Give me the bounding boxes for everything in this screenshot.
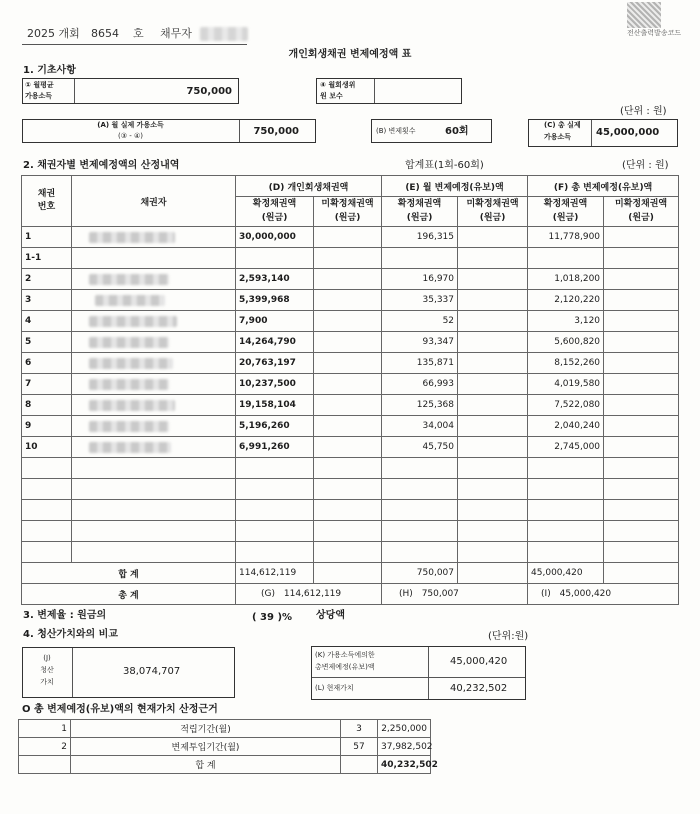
liquidation-value: 38,074,707 <box>123 666 181 677</box>
empty-cell <box>528 542 604 563</box>
empty-cell <box>22 542 72 563</box>
total-payment: 11,778,900 <box>528 227 604 248</box>
total-i-value: 45,000,420 <box>559 589 612 599</box>
unconfirmed-claim <box>314 311 382 332</box>
total-unconfirmed <box>604 227 679 248</box>
empty-cell <box>72 479 236 500</box>
monthly-unconfirmed <box>458 416 528 437</box>
empty-cell <box>314 458 382 479</box>
total-available-label: (C) 총 실제 <box>544 121 581 129</box>
case-ho: 호 <box>133 27 144 40</box>
creditor-name-redacted <box>72 374 236 395</box>
empty-cell <box>528 521 604 542</box>
l-label: (L) 현재가치 <box>315 684 354 692</box>
creditor-name-redacted <box>72 248 236 269</box>
subheader-d-confirmed: 확정채권액 (원금) <box>236 197 314 227</box>
total-payment: 2,120,220 <box>528 290 604 311</box>
unit-label-4: (단위:원) <box>488 631 529 642</box>
total-unconfirmed <box>604 311 679 332</box>
pv-total-value: 40,232,502 <box>378 756 431 774</box>
row-no: 5 <box>22 332 72 353</box>
total-payment <box>528 248 604 269</box>
confirmed-claim: 19,158,104 <box>236 395 314 416</box>
empty-cell <box>458 542 528 563</box>
present-value-basis-table <box>18 719 438 774</box>
empty-cell <box>314 479 382 500</box>
pv-row-months: 3 <box>341 720 378 738</box>
table-row <box>19 738 431 756</box>
section2-heading: 2. 채권자별 변제예정액의 산정내역 <box>23 160 180 171</box>
empty-row <box>22 542 679 563</box>
empty-cell <box>604 458 679 479</box>
empty-cell <box>528 500 604 521</box>
monthly-unconfirmed <box>458 227 528 248</box>
total-i <box>528 584 679 605</box>
creditor-name-redacted <box>72 227 236 248</box>
page-title: 개인회생채권 변제예정액 표 <box>288 49 412 60</box>
unconfirmed-claim <box>314 269 382 290</box>
payment-count-label: (B) 변제횟수 <box>376 127 416 135</box>
monthly-unconfirmed <box>458 269 528 290</box>
creditor-name-blur <box>89 316 177 327</box>
total-payment: 7,522,080 <box>528 395 604 416</box>
empty-cell <box>382 479 458 500</box>
monthly-unconfirmed <box>458 311 528 332</box>
empty-cell <box>236 500 314 521</box>
creditor-name-blur <box>89 337 169 348</box>
monthly-unconfirmed <box>458 395 528 416</box>
total-unconfirmed <box>604 416 679 437</box>
table-row <box>22 353 679 374</box>
creditor-name-blur <box>89 358 173 369</box>
total-unconfirmed <box>604 269 679 290</box>
empty-row <box>22 500 679 521</box>
unit-label-1: (단위 : 원) <box>620 106 667 117</box>
confirmed-claim: 7,900 <box>236 311 314 332</box>
unconfirmed-claim <box>314 374 382 395</box>
k-value: 45,000,420 <box>450 656 508 667</box>
confirmed-claim: 30,000,000 <box>236 227 314 248</box>
summary-label: 합계표(1회-60회) <box>405 160 484 171</box>
col-header-no: 채권 번호 <box>22 176 72 227</box>
row-no: 3 <box>22 290 72 311</box>
payment-count-value: 60회 <box>445 126 469 137</box>
creditor-name-redacted <box>72 437 236 458</box>
creditor-name-blur <box>89 442 171 453</box>
creditor-name-blur <box>89 232 175 243</box>
empty-cell <box>458 479 528 500</box>
monthly-payment <box>382 248 458 269</box>
empty-cell <box>72 521 236 542</box>
table-row <box>22 290 679 311</box>
total-unconfirmed <box>604 248 679 269</box>
available-income-value: 750,000 <box>253 126 299 137</box>
total-unconfirmed <box>604 290 679 311</box>
total-row <box>22 584 679 605</box>
total-label: 총 계 <box>22 584 236 605</box>
empty-cell <box>382 542 458 563</box>
total-payment: 8,152,260 <box>528 353 604 374</box>
table-row <box>22 374 679 395</box>
subheader-d-unconfirmed: 미확정채권액 (원금) <box>314 197 382 227</box>
total-payment: 2,040,240 <box>528 416 604 437</box>
table-row <box>22 395 679 416</box>
monthly-payment: 52 <box>382 311 458 332</box>
pv-row-label: 적립기간(월) <box>71 720 341 738</box>
unconfirmed-claim <box>314 353 382 374</box>
row-no: 2 <box>22 269 72 290</box>
pv-row-value: 37,982,502 <box>378 738 431 756</box>
unit-label-2: (단위 : 원) <box>622 160 669 171</box>
confirmed-claim: 5,196,260 <box>236 416 314 437</box>
table-row <box>19 720 431 738</box>
pv-total-blank2 <box>341 756 378 774</box>
monthly-payment: 125,368 <box>382 395 458 416</box>
creditor-name-blur <box>89 421 169 432</box>
col-header-e: (E) 월 변제예정(유보)액 <box>382 176 528 197</box>
monthly-income-label: ① 월평균 <box>25 81 54 89</box>
total-payment: 2,745,000 <box>528 437 604 458</box>
pv-row-label: 변제투입기간(월) <box>71 738 341 756</box>
row-no: 1 <box>22 227 72 248</box>
sum-d-unconfirmed <box>314 563 382 584</box>
section3-heading: 3. 변제율 : 원금의 <box>23 610 107 621</box>
pv-row-no: 2 <box>19 738 71 756</box>
empty-cell <box>236 479 314 500</box>
empty-row <box>22 458 679 479</box>
monthly-unconfirmed <box>458 374 528 395</box>
pv-row-no: 1 <box>19 720 71 738</box>
col-header-creditor: 채권자 <box>72 176 236 227</box>
empty-cell <box>458 521 528 542</box>
unconfirmed-claim <box>314 227 382 248</box>
subheader-f-unconfirmed: 미확정채권액 (원금) <box>604 197 679 227</box>
k-label: (K) 가용소득에의한 <box>315 651 375 659</box>
qr-code <box>627 2 661 28</box>
empty-cell <box>528 458 604 479</box>
unconfirmed-claim <box>314 437 382 458</box>
subheader-e-confirmed: 확정채권액 (원금) <box>382 197 458 227</box>
total-payment: 3,120 <box>528 311 604 332</box>
table-row <box>22 416 679 437</box>
empty-cell <box>22 521 72 542</box>
total-available-value: 45,000,000 <box>596 127 660 138</box>
row-no: 8 <box>22 395 72 416</box>
empty-row <box>22 479 679 500</box>
monthly-income-value: 750,000 <box>186 86 232 97</box>
monthly-payment: 93,347 <box>382 332 458 353</box>
empty-cell <box>314 542 382 563</box>
empty-cell <box>236 542 314 563</box>
creditor-name-redacted <box>72 395 236 416</box>
sum-label: 합 계 <box>22 563 236 584</box>
monthly-payment: 35,337 <box>382 290 458 311</box>
total-i-label: (I) <box>541 589 551 599</box>
section5-heading: O 총 변제예정(유보)액의 현재가치 산정근거 <box>22 704 218 715</box>
available-income-label: (A) 월 실제 가용소득 <box>97 121 164 129</box>
total-unconfirmed <box>604 437 679 458</box>
creditor-name-redacted <box>72 269 236 290</box>
confirmed-claim: 20,763,197 <box>236 353 314 374</box>
creditor-name-redacted <box>72 290 236 311</box>
confirmed-claim <box>236 248 314 269</box>
total-g <box>236 584 382 605</box>
pv-row-value: 2,250,000 <box>378 720 431 738</box>
empty-cell <box>604 521 679 542</box>
case-number: 8654 <box>91 27 119 40</box>
empty-cell <box>22 479 72 500</box>
empty-cell <box>236 521 314 542</box>
confirmed-claim: 6,991,260 <box>236 437 314 458</box>
empty-cell <box>458 458 528 479</box>
header-underline <box>22 44 247 45</box>
empty-cell <box>236 458 314 479</box>
empty-cell <box>458 500 528 521</box>
pv-total-blank <box>19 756 71 774</box>
sum-e-unconfirmed <box>458 563 528 584</box>
total-payment: 5,600,820 <box>528 332 604 353</box>
empty-cell <box>72 542 236 563</box>
empty-cell <box>604 479 679 500</box>
empty-cell <box>72 500 236 521</box>
monthly-unconfirmed <box>458 437 528 458</box>
monthly-payment: 196,315 <box>382 227 458 248</box>
section1-heading: 1. 기초사항 <box>23 65 76 76</box>
confirmed-claim: 5,399,968 <box>236 290 314 311</box>
empty-cell <box>528 479 604 500</box>
total-h-value: 750,007 <box>421 589 459 599</box>
total-h <box>382 584 528 605</box>
monthly-unconfirmed <box>458 248 528 269</box>
empty-cell <box>72 458 236 479</box>
monthly-payment: 45,750 <box>382 437 458 458</box>
creditor-name-redacted <box>72 353 236 374</box>
subheader-f-confirmed: 확정채권액 (원금) <box>528 197 604 227</box>
total-payment: 1,018,200 <box>528 269 604 290</box>
pv-row-months: 57 <box>341 738 378 756</box>
confirmed-claim: 2,593,140 <box>236 269 314 290</box>
qr-caption: 전산출력발송코드 <box>627 29 682 37</box>
creditor-name-redacted <box>72 416 236 437</box>
row-no: 9 <box>22 416 72 437</box>
monthly-payment: 16,970 <box>382 269 458 290</box>
monthly-unconfirmed <box>458 332 528 353</box>
row-no: 10 <box>22 437 72 458</box>
table-row <box>22 311 679 332</box>
total-payment: 4,019,580 <box>528 374 604 395</box>
creditor-name-blur <box>95 295 165 306</box>
empty-cell <box>22 500 72 521</box>
confirmed-claim: 14,264,790 <box>236 332 314 353</box>
table-row <box>22 248 679 269</box>
subheader-e-unconfirmed: 미확정채권액 (원금) <box>458 197 528 227</box>
section4-heading: 4. 청산가치와의 비교 <box>23 629 118 640</box>
confirmed-claim: 10,237,500 <box>236 374 314 395</box>
sum-f-unconfirmed <box>604 563 679 584</box>
empty-cell <box>314 500 382 521</box>
table-row <box>22 269 679 290</box>
unconfirmed-claim <box>314 290 382 311</box>
col-header-d: (D) 개인회생채권액 <box>236 176 382 197</box>
trustee-fee-label: ④ 월회생위 <box>320 81 356 89</box>
total-g-value: 114,612,119 <box>283 589 342 599</box>
creditor-name-blur <box>89 379 169 390</box>
empty-cell <box>314 521 382 542</box>
unconfirmed-claim <box>314 416 382 437</box>
col-header-f: (F) 총 변제예정(유보)액 <box>528 176 679 197</box>
total-g-label: (G) <box>261 589 275 599</box>
repayment-rate: ( 39 )% <box>252 612 293 623</box>
empty-row <box>22 521 679 542</box>
total-h-label: (H) <box>399 589 413 599</box>
table-row <box>22 227 679 248</box>
unconfirmed-claim <box>314 248 382 269</box>
monthly-unconfirmed <box>458 290 528 311</box>
monthly-unconfirmed <box>458 353 528 374</box>
monthly-payment: 135,871 <box>382 353 458 374</box>
row-no: 6 <box>22 353 72 374</box>
pv-total-row <box>19 756 431 774</box>
row-no: 7 <box>22 374 72 395</box>
total-unconfirmed <box>604 374 679 395</box>
empty-cell <box>604 500 679 521</box>
debtor-name-redacted <box>200 27 248 41</box>
sum-f: 45,000,420 <box>528 563 604 584</box>
year-court: 2025 개회 <box>27 27 80 40</box>
sum-d: 114,612,119 <box>236 563 314 584</box>
row-no: 1-1 <box>22 248 72 269</box>
creditor-name-redacted <box>72 332 236 353</box>
creditor-name-blur <box>89 274 169 285</box>
creditor-name-blur <box>89 400 175 411</box>
unconfirmed-claim <box>314 332 382 353</box>
row-no: 4 <box>22 311 72 332</box>
repayment-rate-suffix: 상당액 <box>316 610 345 621</box>
sum-row <box>22 563 679 584</box>
table-row <box>22 437 679 458</box>
creditor-table <box>21 175 679 605</box>
monthly-payment: 66,993 <box>382 374 458 395</box>
l-value: 40,232,502 <box>450 683 508 694</box>
monthly-payment: 34,004 <box>382 416 458 437</box>
empty-cell <box>382 521 458 542</box>
empty-cell <box>22 458 72 479</box>
unconfirmed-claim <box>314 395 382 416</box>
debtor-label: 채무자 <box>160 27 192 40</box>
pv-total-label: 합 계 <box>71 756 341 774</box>
table-row <box>22 332 679 353</box>
total-unconfirmed <box>604 353 679 374</box>
total-unconfirmed <box>604 395 679 416</box>
liquidation-value-label: (J) <box>43 654 51 662</box>
empty-cell <box>382 500 458 521</box>
empty-cell <box>604 542 679 563</box>
total-unconfirmed <box>604 332 679 353</box>
empty-cell <box>382 458 458 479</box>
creditor-name-redacted <box>72 311 236 332</box>
sum-e: 750,007 <box>382 563 458 584</box>
